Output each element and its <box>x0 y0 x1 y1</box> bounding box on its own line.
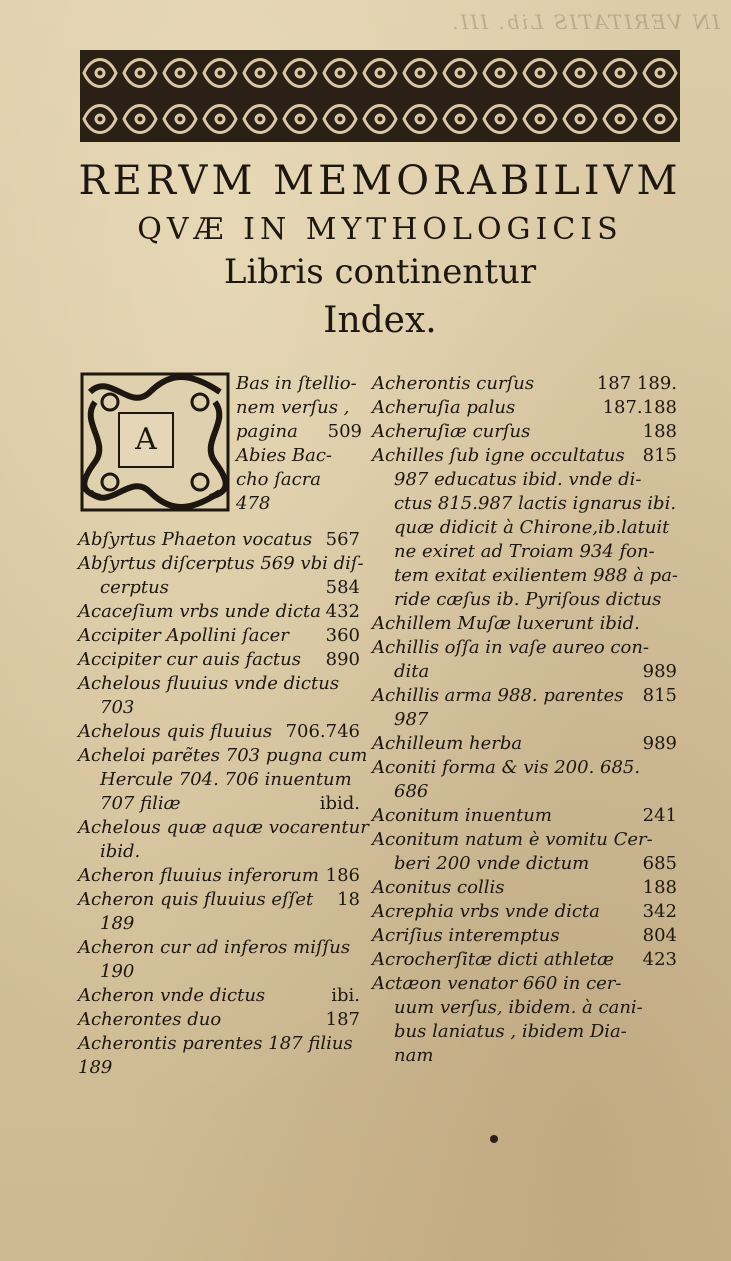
index-entry-text: Abſyrtus diſcerptus 569 vbi diſ- <box>78 553 364 574</box>
index-entry-text: Achillis arma 988. parentes <box>372 685 624 706</box>
index-entry <box>372 684 677 708</box>
index-entry-text: ctus 815.987 lactis ignarus ibi. <box>394 493 677 514</box>
index-entry <box>78 744 368 768</box>
index-right-column <box>372 372 677 1068</box>
index-entry-text: Achelous fluuius vnde dictus <box>78 673 340 694</box>
index-entry-text: Achelous quis fluuius <box>78 721 273 742</box>
index-entry <box>372 948 677 972</box>
index-title-line-1: RERVM MEMORABILIVM <box>78 158 682 204</box>
index-entry-text: 707 filiæ <box>100 793 181 814</box>
index-entry-text: Acheloi parẽtes 703 pugna cum <box>78 745 368 766</box>
index-entry <box>78 528 360 552</box>
index-entry-text: Bas in ſtellio- <box>236 373 357 394</box>
index-entry-text: Actæon venator 660 in cer- <box>372 973 622 994</box>
index-entry <box>78 624 360 648</box>
index-entry-text: Abſyrtus Phaeton vocatus <box>78 529 313 550</box>
index-entry-page: 989 <box>642 733 677 754</box>
index-entry <box>372 732 677 756</box>
index-left-column <box>78 528 369 1080</box>
index-entry <box>372 612 677 636</box>
index-entry-text: Acheruſia palus <box>372 397 516 418</box>
index-title-line-2: QVÆ IN MYTHOLOGICIS <box>137 212 623 247</box>
dropcap-entries <box>236 372 362 516</box>
index-entry <box>78 720 360 744</box>
index-entry <box>372 828 677 852</box>
index-entry-text: 189 <box>78 1057 113 1078</box>
index-entry-text: Accipiter cur auis factus <box>78 649 301 670</box>
index-entry-text: Acherontis curſus <box>372 373 535 394</box>
index-entry-page: 804 <box>642 925 677 946</box>
index-title-line-3: Libris continentur <box>223 252 537 292</box>
index-entry <box>372 444 677 468</box>
index-entry <box>372 516 677 540</box>
index-entry-text: Achillis oſſa in vaſe aureo con- <box>372 637 650 658</box>
index-entry <box>372 372 677 396</box>
index-entry <box>372 972 677 996</box>
index-entry-page: ibid. <box>319 793 360 814</box>
index-entry <box>372 588 677 612</box>
index-entry-text: Aconiti forma & vis 200. 685. <box>372 757 641 778</box>
index-entry-text: Acherontis parentes 187 filius <box>78 1033 353 1054</box>
index-entry <box>78 576 360 600</box>
index-entry <box>372 756 677 780</box>
index-entry-text: Achilleum herba <box>372 733 523 754</box>
index-entry <box>372 636 677 660</box>
index-entry-text: 987 <box>394 709 429 730</box>
index-entry-text: nem verſus , <box>236 397 350 418</box>
index-entry-text: uum verſus, ibidem. à cani- <box>394 997 643 1018</box>
index-entry-page: 815 <box>642 685 677 706</box>
index-entry <box>78 552 364 576</box>
index-entry-text: cho ſacra <box>236 469 322 490</box>
index-entry-text: 478 <box>236 493 271 514</box>
index-entry <box>236 444 362 468</box>
index-entry <box>372 468 677 492</box>
index-entry <box>372 708 677 732</box>
index-entry-text: cerptus <box>100 577 169 598</box>
index-entry-page: 432 <box>325 601 360 622</box>
index-entry-text: Achilles ſub igne occultatus <box>372 445 625 466</box>
index-entry <box>78 696 360 720</box>
index-entry <box>236 396 362 420</box>
index-entry-text: Acheron fluuius inferorum <box>78 865 319 886</box>
index-entry-text: Acrephia vrbs vnde dicta <box>372 901 600 922</box>
index-entry-text: beri 200 vnde dictum <box>394 853 590 874</box>
index-entry-text: pagina <box>236 421 298 442</box>
index-entry-page: 241 <box>642 805 677 826</box>
index-entry <box>372 780 677 804</box>
index-entry <box>372 876 677 900</box>
index-entry-page: ibi. <box>331 985 360 1006</box>
initial-letter: A <box>118 412 174 468</box>
index-entry-text: dita <box>394 661 430 682</box>
index-entry-page: 509 <box>327 421 362 442</box>
decorative-header-ornament <box>80 50 680 142</box>
index-entry <box>78 960 360 984</box>
index-entry-text: 189 <box>100 913 135 934</box>
index-entry-text: Acaceſium vrbs unde dicta <box>78 601 322 622</box>
index-entry-text: Acrocherſitæ dicti athletæ <box>372 949 614 970</box>
index-entry <box>78 1056 360 1080</box>
index-entry <box>78 768 360 792</box>
index-entry-page: 423 <box>642 949 677 970</box>
index-entry-text: Aconitum inuentum <box>372 805 552 826</box>
index-entry <box>78 984 360 1008</box>
index-entry <box>78 792 360 816</box>
index-entry <box>372 804 677 828</box>
index-entry-page: 890 <box>325 649 360 670</box>
index-entry-page: 342 <box>642 901 677 922</box>
index-entry <box>78 816 369 840</box>
index-entry-text: ibid. <box>100 841 141 862</box>
index-entry-text: Acheron vnde dictus <box>78 985 266 1006</box>
index-entry-text: Acheruſiæ curſus <box>372 421 531 442</box>
index-entry-page: 567 <box>325 529 360 550</box>
index-entry-text: Aconitus collis <box>372 877 505 898</box>
index-entry-page: 584 <box>325 577 360 598</box>
index-entry <box>236 468 362 492</box>
index-entry-page: 989 <box>642 661 677 682</box>
index-entry-text: Achelous quæ aquæ vocarentur <box>78 817 369 838</box>
index-entry-page: 18 <box>337 889 360 910</box>
index-entry <box>236 420 362 444</box>
index-entry-text: Aconitum natum è vomitu Cer- <box>372 829 653 850</box>
index-entry-text: 190 <box>100 961 135 982</box>
index-entry-text: Abies Bac- <box>236 445 333 466</box>
index-entry <box>78 1008 360 1032</box>
index-entry-text: 987 educatus ibid. vnde di- <box>394 469 642 490</box>
index-entry <box>372 924 677 948</box>
index-entry-text: 703 <box>100 697 135 718</box>
index-entry <box>372 492 677 516</box>
index-entry-page: 188 <box>642 877 677 898</box>
index-entry <box>78 864 360 888</box>
index-entry-page: 706.746 <box>285 721 360 742</box>
index-entry-text: Acheron quis fluuius eſſet <box>78 889 314 910</box>
index-entry-page: 685 <box>642 853 677 874</box>
index-entry <box>372 396 677 420</box>
index-entry-page: 186 <box>325 865 360 886</box>
index-entry <box>78 672 360 696</box>
index-entry-text: quæ didicit à Chirone,ib.latuit <box>394 517 670 538</box>
ink-spot <box>490 1135 498 1143</box>
index-entry-text: nam <box>394 1045 434 1066</box>
decorated-initial <box>80 372 230 512</box>
index-entry-text: Achillem Muſæ luxerunt ibid. <box>372 613 640 634</box>
index-entry <box>372 900 677 924</box>
index-entry-text: Hercule 704. 706 inuentum <box>100 769 352 790</box>
index-entry <box>372 852 677 876</box>
index-entry-page: 360 <box>325 625 360 646</box>
index-entry <box>236 492 362 516</box>
index-entry-page: 187 189. <box>596 373 677 394</box>
index-entry-text: Acriſius interemptus <box>372 925 560 946</box>
index-entry <box>78 1032 360 1056</box>
index-entry-text: Accipiter Apollini ſacer <box>78 625 289 646</box>
index-entry <box>78 912 360 936</box>
index-entry-text: Acheron cur ad inferos miſſus <box>78 937 351 958</box>
index-entry-page: 815 <box>642 445 677 466</box>
index-entry <box>372 564 677 588</box>
index-entry-text: ne exiret ad Troiam 934 fon- <box>394 541 655 562</box>
index-entry <box>372 996 677 1020</box>
index-entry <box>78 888 360 912</box>
index-entry <box>78 936 360 960</box>
index-entry <box>78 600 360 624</box>
index-title-line-4: Index. <box>323 300 437 341</box>
show-through-running-head: IN VERITATIS Lib. III. <box>450 10 720 34</box>
index-entry <box>78 840 360 864</box>
index-entry <box>78 648 360 672</box>
index-entry <box>372 540 677 564</box>
index-entry <box>236 372 362 396</box>
index-entry-page: 188 <box>642 421 677 442</box>
index-entry <box>372 660 677 684</box>
index-entry-text: bus laniatus , ibidem Dia- <box>394 1021 627 1042</box>
index-entry-text: 686 <box>394 781 429 802</box>
index-entry <box>372 420 677 444</box>
index-entry-text: Acherontes duo <box>78 1009 222 1030</box>
index-entry <box>372 1020 677 1044</box>
index-entry <box>372 1044 677 1068</box>
index-entry-page: 187 <box>325 1009 360 1030</box>
index-entry-text: tem exitat exilientem 988 à pa- <box>394 565 679 586</box>
index-entry-page: 187.188 <box>602 397 677 418</box>
index-entry-text: ride cæſus ib. Pyriſous dictus <box>394 589 662 610</box>
